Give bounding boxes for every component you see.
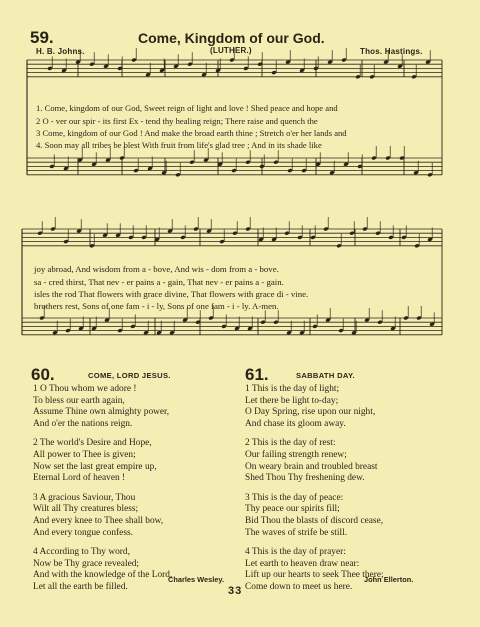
verse-line: 1 This is the day of light;: [245, 384, 340, 394]
verse-line: And chase its gloom away.: [245, 418, 346, 429]
lyric-line: 3 Come, kingdom of our God ! And make the broad earth thine ; Stretch o'er her lands and: [36, 128, 347, 138]
verse-line: Let earth to heaven draw near:: [245, 558, 360, 569]
verse-line: Let there be light to-day;: [245, 395, 339, 406]
tune-name: (LUTHER.): [210, 46, 252, 55]
hymn-60-verses: [33, 384, 172, 594]
verse-line: 3 This is the day of peace:: [245, 492, 344, 503]
verse-line: 4 This is the day of prayer:: [245, 547, 346, 558]
arranger-credit: Thos. Hastings.: [360, 47, 423, 56]
verse-line: All power to Thee is given;: [33, 449, 136, 460]
lyric-line: sa - cred thirst, That nev - er pains a - gain, That nev - er pains a - gain.: [34, 277, 284, 287]
hymn-61-author: John Ellerton.: [364, 575, 414, 584]
verse-line: 3 A gracious Saviour, Thou: [33, 492, 136, 503]
lyric-line: joy abroad, And wisdom from a - bove, And wis - dom from a - bove.: [34, 264, 279, 274]
verse-line: Now set the last great empire up,: [33, 461, 157, 472]
hymn-59-number: 59.: [30, 28, 54, 47]
hymn-60-title: COME, LORD JESUS.: [88, 371, 171, 380]
verse-line: And every knee to Thee shall bow,: [33, 515, 164, 526]
verse-line: 1 O Thou whom we adore !: [33, 384, 137, 394]
verse-line: And with the knowledge of the Lord,: [33, 570, 173, 581]
verse-line: Our failing strength renew;: [245, 449, 347, 460]
verse-line: Lift up our hearts to seek Thee there;: [245, 570, 384, 581]
verse-line: 2 The world's Desire and Hope,: [33, 438, 152, 449]
hymn-59-title: Come, Kingdom of our God.: [138, 30, 325, 46]
verse-line: O Day Spring, rise upon our night,: [245, 407, 376, 418]
verse-line: Let all the earth be filled.: [33, 581, 128, 592]
lyric-line: brothers rest, Sons of one fam - i - ly, Sons of one fam - i - ly. A-men.: [34, 301, 279, 311]
verse-line: The waves of strife be still.: [245, 527, 348, 538]
verse-line: Bid Thou the blasts of discord cease,: [245, 515, 384, 526]
hymn-61-title: SABBATH DAY.: [296, 371, 355, 380]
verse-line: Eternal Lord of heaven !: [33, 473, 126, 484]
verse-line: Thy peace our spirits fill;: [245, 504, 340, 515]
lyric-line: 1. Come, kingdom of our God, Sweet reign of light and love ! Shed peace and hope and: [36, 103, 338, 113]
hymn-61-number: 61.: [245, 365, 269, 384]
composer-credit: H. B. Johns.: [36, 47, 85, 56]
verse-line: On weary brain and troubled breast: [245, 461, 378, 472]
lyric-line: isles the rod That flowers with grace divine, That flowers with grace di - vine.: [34, 289, 309, 299]
verse-line: And every tongue confess.: [33, 527, 133, 538]
hymn-60-number: 60.: [31, 365, 55, 384]
verse-line: 4 According to Thy word,: [33, 547, 130, 558]
verse-line: Assume Thine own almighty power,: [33, 407, 170, 418]
verse-line: 2 This is the day of rest:: [245, 438, 336, 449]
lyric-line: 4. Soon may all tribes be blest With fruit from life's glad tree ; And in its shade like: [36, 140, 322, 150]
verse-line: Now be Thy grace revealed;: [33, 558, 140, 569]
verse-line: To bless our earth again,: [33, 395, 125, 406]
verse-line: And o'er the nations reign.: [33, 418, 133, 429]
page-number: 33: [228, 585, 243, 597]
hymn-61-verses: [245, 384, 384, 594]
verse-line: Come down to meet us here.: [245, 581, 353, 592]
lyric-line: 2 O - ver our spir - its first Ex - tend thy healing reign; There raise and quench the: [36, 116, 318, 126]
verse-line: Shed Thou Thy freshening dew.: [245, 473, 365, 484]
hymn-60-author: Charles Wesley.: [168, 575, 225, 584]
verse-line: Wilt all Thy creatures bless;: [33, 504, 139, 515]
